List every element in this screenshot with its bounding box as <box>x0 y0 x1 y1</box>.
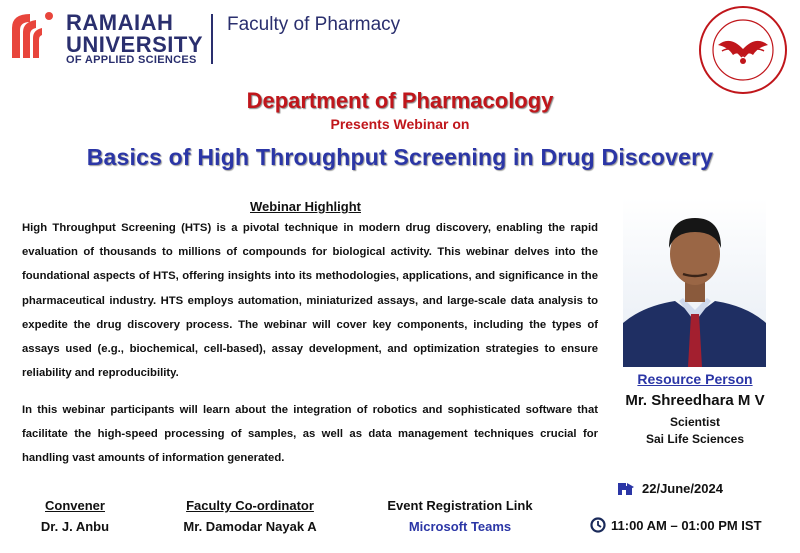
highlight-paragraph-1: High Throughput Screening (HTS) is a pivotal technique in modern drug discovery, enabling the rapid evaluation of thousands to millions of compounds for biological activity. This webinar delves into the foundational aspects of HTS, offering insights into its methodologies, applications, and significance in the pharmaceutical industry. HTS employs automation, miniaturized assays, and large-scale data analysis to expedite the drug discovery process. The webinar will cover key components, including the types of assays used (e.g., biochemical, cell-based), assay development, and optimization strategies to ensure reliability and reproducibility. <box>22 222 598 380</box>
student-club-seal-icon <box>698 5 788 95</box>
university-logo-icon <box>8 8 58 62</box>
department-heading: Department of Pharmacology <box>246 88 554 113</box>
speaker-name: Mr. Shreedhara M V <box>625 392 765 409</box>
calendar-pointer-icon <box>617 481 635 497</box>
convener-name: Dr. J. Anbu <box>40 519 110 534</box>
university-subtitle: OF APPLIED SCIENCES <box>66 54 197 66</box>
coordinator-name: Mr. Damodar Nayak A <box>183 519 317 534</box>
registration-link[interactable]: Microsoft Teams <box>408 519 512 534</box>
webinar-title: Basics of High Throughput Screening in Drug Discovery <box>86 144 714 170</box>
faculty-name: Faculty of Pharmacy <box>227 14 401 35</box>
event-time: 11:00 AM – 01:00 PM IST <box>611 518 762 533</box>
highlight-heading: Webinar Highlight <box>250 199 361 214</box>
resource-person-label: Resource Person <box>637 371 753 387</box>
highlight-paragraph-2: In this webinar participants will learn about the integration of robotics and sophisticated software that facilitate the high-speed processing of samples, as well as data management techniques crucial for handling vast amounts of information generated. <box>22 404 598 465</box>
speaker-role: Scientist <box>669 415 720 429</box>
university-name: RAMAIAH UNIVERSITY <box>66 10 204 57</box>
speaker-organization: Sai Life Sciences <box>645 432 745 446</box>
coordinator-label: Faculty Co-ordinator <box>186 498 314 513</box>
presents-subheading: Presents Webinar on <box>330 116 470 132</box>
convener-label: Convener <box>45 498 105 513</box>
event-date: 22/June/2024 <box>642 481 723 496</box>
registration-label: Event Registration Link <box>387 498 533 513</box>
clock-icon <box>590 517 606 533</box>
speaker-photo <box>623 198 766 367</box>
header-divider <box>211 14 213 64</box>
